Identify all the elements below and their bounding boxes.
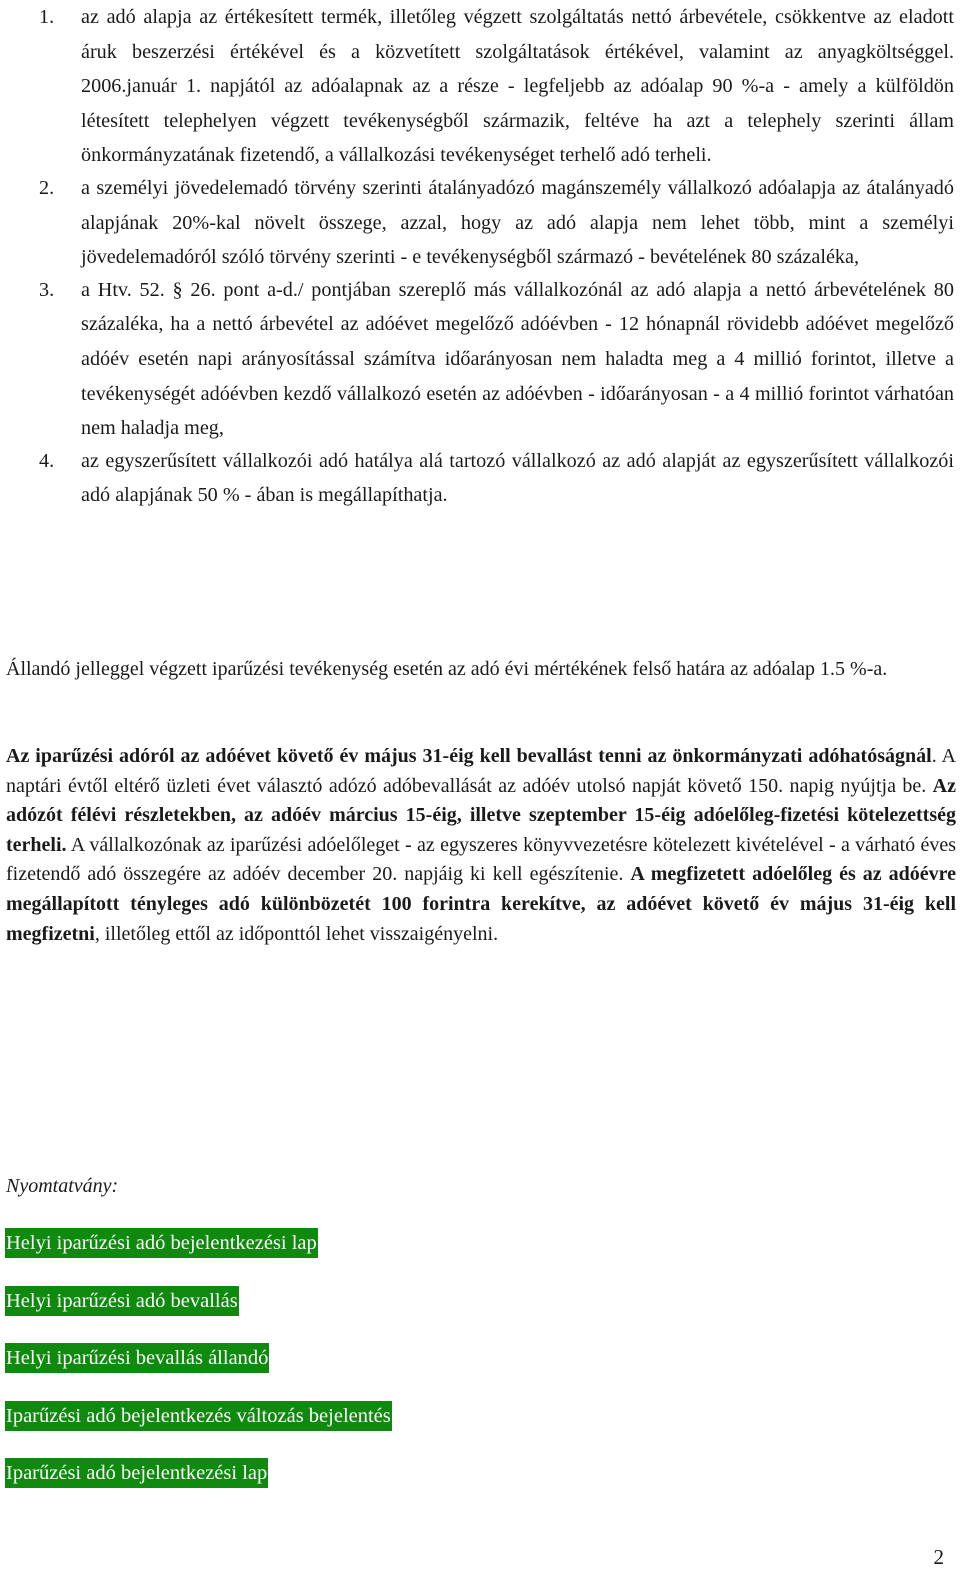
list-item-number: 3. bbox=[39, 278, 55, 301]
list-item-text: az egyszerűsített vállalkozói adó hatálya alá tartozó vállalkozó az adó alapját az egyszerűsített vállalkozói adó alapjának 50 % - ában is megállapíthatja. bbox=[81, 449, 954, 507]
list-item bbox=[0, 171, 960, 275]
filing-deadline-bold: Az iparűzési adóról az adóévet követő év május 31-éig kell bevallást tenni az önkormányzati adóhatóságnál bbox=[6, 745, 932, 767]
list-item bbox=[0, 273, 960, 446]
list-item bbox=[0, 0, 960, 173]
form-link-change-notification[interactable] bbox=[5, 1401, 392, 1459]
list-item-text: az adó alapja az értékesített termék, illetőleg végzett szolgáltatás nettó árbevétele, csökkentve az eladott áruk beszerzési értékével és a közvetített szolgáltatások értékével, valamint az anyagköltséggel. 2006.január 1. napjától az adóalapnak az a része - legfeljebb az adóalap 90 %-a - amely a külföldön létesített telephelyen végzett tevékenységből származik, feltéve ha azt a telephely szerinti állam önkormányzatának fizetendő, a vállalkozási tevékenységet terhelő adó terheli. bbox=[81, 6, 954, 167]
form-link-registration[interactable] bbox=[5, 1228, 392, 1286]
list-item-text: a Htv. 52. § 26. pont a-d./ pontjában szereplő más vállalkozónál az adó alapja a nettó árbevételének 80 százaléka, ha a nettó árbevétel az adóévet megelőző adóévben - 12 hónapnál rövidebb adóévet megelőző adóév esetén napi arányosítással számítva időarányosan nem haladta meg a 4 millió forintot, illetve a tevékenységét adóévben kezdő vállalkozó esetén az adóévben - időarányosan - a 4 millió forintot várhatóan nem haladja meg, bbox=[81, 278, 954, 440]
list-item-number: 4. bbox=[39, 449, 55, 472]
form-link-label[interactable]: Helyi iparűzési adó bevallás bbox=[5, 1286, 239, 1316]
max-rate-paragraph: Állandó jelleggel végzett iparűzési tevékenység esetén az adó évi mértékének felső határa az adóalap 1.5 %-a. bbox=[6, 658, 888, 680]
list-item-number: 2. bbox=[39, 176, 55, 199]
advance-payment-bold: Az adózót félévi részletekben, az adóév március 15-éig, illetve szeptember 15-éig adóelőleg-fizetési kötelezettség terheli. bbox=[6, 774, 956, 856]
form-link-registration-sheet[interactable] bbox=[5, 1458, 392, 1516]
settlement-text: , illetőleg ettől az időponttól lehet visszaigényelni. bbox=[94, 922, 499, 945]
forms-label: Nyomtatvány: bbox=[6, 1175, 119, 1197]
form-link-label[interactable]: Iparűzési adó bejelentkezés változás bejelentés bbox=[5, 1401, 392, 1431]
list-item bbox=[0, 444, 960, 513]
form-link-return[interactable] bbox=[5, 1286, 392, 1344]
form-link-label[interactable]: Helyi iparűzési bevallás állandó bbox=[5, 1343, 269, 1373]
form-links-list bbox=[5, 1228, 392, 1516]
filing-deadline-text: . A naptári évtől eltérő üzleti évet választó adózó adóbevallását az adóév utolsó napját követő 150. napig nyújtja be. bbox=[6, 745, 956, 797]
form-link-label[interactable]: Helyi iparűzési adó bejelentkezési lap bbox=[5, 1228, 318, 1258]
form-link-permanent-return[interactable] bbox=[5, 1343, 392, 1401]
settlement-bold: A megfizetett adóelőleg és az adóévre megállapított tényleges adó különbözetét 100 forintra kerekítve, az adóévet követő év május 31-éig kell megfizetni bbox=[6, 863, 957, 945]
form-link-label[interactable]: Iparűzési adó bejelentkezési lap bbox=[5, 1458, 268, 1488]
list-item-text: a személyi jövedelemadó törvény szerinti átalányadózó magánszemély vállalkozó adóalapja az átalányadó alapjának 20%-kal növelt összege, azzal, hogy az adó alapja nem lehet több, mint a személyi jövedelemadóról szóló törvény szerinti - e tevékenységből származó - bevételének 80 százaléka, bbox=[81, 176, 954, 269]
filing-deadline-paragraph bbox=[6, 742, 956, 949]
page-number: 2 bbox=[933, 1545, 944, 1569]
advance-payment-text: A vállalkozónak az iparűzési adóelőleget - az egyszeres könyvvezetésre kötelezett kivételével - a várható éves fizetendő adó összegére az adóév december 20. napjáig ki kell egészítenie. bbox=[6, 833, 956, 886]
tax-base-list bbox=[0, 0, 960, 513]
list-item-number: 1. bbox=[39, 6, 55, 28]
